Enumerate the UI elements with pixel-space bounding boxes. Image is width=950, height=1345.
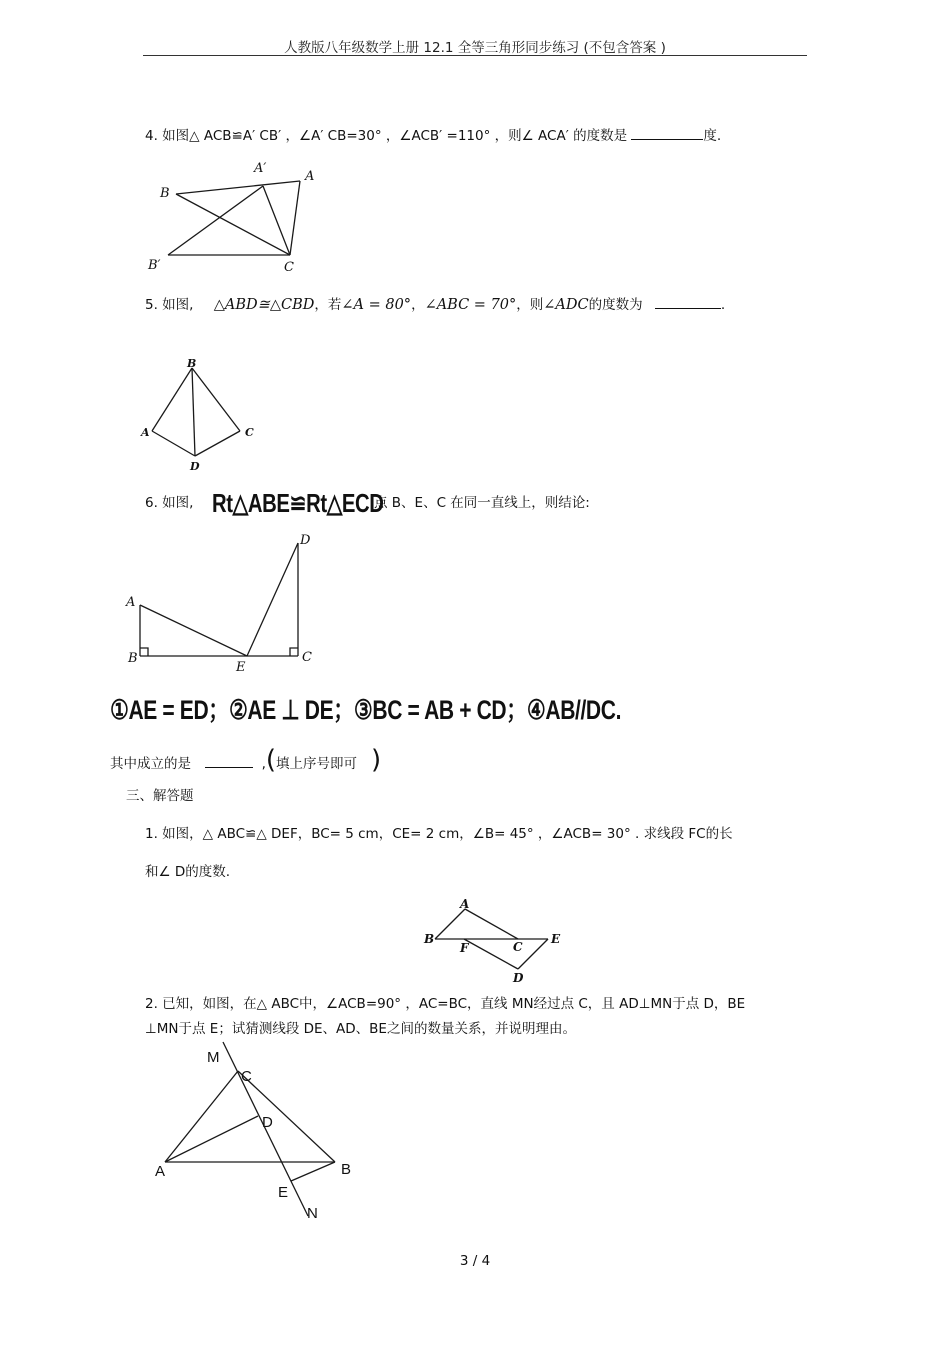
question-6-answer-line [110,745,381,776]
answer-blank-6[interactable] [205,755,253,768]
label-E: E [236,660,246,675]
segment-A1C [263,186,290,255]
segment-BC [176,194,290,255]
label-F: F [460,941,469,955]
segment-CA [165,1071,238,1162]
right-angle-C [290,648,298,656]
label-E: E [551,932,561,946]
question-6-text: 点 B、E、C 在同一直线上，则结论: [374,495,590,511]
question-4 [145,127,721,144]
question-5-text: ， [411,297,425,313]
formula-congruence: △ABD≅△CBD [213,297,315,313]
segment-AD [165,1116,258,1162]
question-5-text: ，若 [314,297,342,313]
question-4-text: 4. 如图△ ACB≌A′ CB′ ，∠A′ CB=30° ，∠ACB′ =110° ，则∠ ACA′ 的度数是 [145,128,628,144]
label-B: B [424,932,435,946]
label-A: A [305,169,315,184]
label-E: E [278,1184,289,1201]
formula-rt-congruence: Rt△ABE≌Rt△ECD [212,488,384,518]
section-heading: 三、解答题 [126,788,194,804]
segment-AC [465,909,518,939]
segment-CD [195,431,240,456]
question-4-suffix: 度. [703,128,722,144]
question-5-text: ，则 [516,297,544,313]
segment-BE [291,1162,335,1181]
page-number: 3 / 4 [459,1253,491,1269]
formula-angle-ABC: ∠ABC = 70° [424,297,517,313]
label-B: B [128,651,138,666]
label-C: C [513,940,523,954]
label-A: A [155,1163,166,1180]
figure-p2 [145,1040,375,1225]
segment-BD [192,368,195,456]
segment-BA [152,368,192,431]
segment-B1A1 [168,186,263,255]
label-D: D [190,460,200,473]
formula-angle-ADC: ∠ADC [543,297,589,313]
segment-AD [152,431,195,456]
comma: , [261,756,266,772]
label-D: D [513,971,524,985]
label-N: N [307,1205,318,1222]
segment-AB [435,909,465,939]
close-paren: ) [371,745,382,775]
label-B: B [187,357,197,370]
figure-q4 [140,155,340,275]
label-B: B [160,186,170,201]
label-D: D [300,533,311,548]
header-rule [143,55,807,56]
formula-angle-A: ∠A = 80° [341,297,412,313]
segment-AE [140,605,247,656]
open-paren: ( [265,745,277,775]
label-A: A [126,595,136,610]
problem-1-line-1: 1. 如图，△ ABC≌△ DEF，BC= 5 cm，CE= 2 cm，∠B= 45° ，∠ACB= 30° . 求线段 FC的长 [145,826,733,842]
label-A: A [460,897,470,911]
label-B: B [341,1161,352,1178]
segment-AC [290,181,300,255]
question-5-prefix: 5. 如图, [145,297,194,313]
question-5-suffix: 的度数为 [588,297,643,313]
answer-blank-4[interactable] [631,127,703,140]
question-5-end: . [720,297,726,313]
label-A-prime: A′ [254,161,267,176]
answer-prompt: 其中成立的是 [110,756,191,772]
answer-blank-5[interactable] [655,296,721,309]
problem-2-line-2: ⊥MN于点 E；试猜测线段 DE、AD、BE之间的数量关系，并说明理由。 [145,1021,576,1037]
segment-BA [176,181,300,194]
figure-p1 [420,895,570,990]
figure-q6 [120,528,330,678]
question-5 [145,296,725,314]
segment-BC [192,368,240,431]
label-D: D [262,1114,273,1131]
label-C: C [284,260,294,275]
right-angle-B [140,648,148,656]
label-C: C [241,1068,252,1085]
label-C: C [302,650,312,665]
question-6-prefix: 6. 如图, [145,495,194,511]
label-B-prime: B′ [148,258,161,273]
segment-CB [238,1071,335,1162]
label-C: C [245,426,254,439]
figure-q5 [138,356,268,476]
problem-2-line-1: 2. 已知，如图，在△ ABC中，∠ACB=90° ，AC=BC，直线 MN经过点 C，且 AD⊥MN于点 D，BE [145,996,746,1012]
segment-DF [464,939,518,969]
label-A: A [141,426,150,439]
question-6-conclusions: ①AE = ED；②AE ⊥ DE；③BC = AB + CD；④AB//DC. [110,695,622,725]
label-M: M [207,1049,220,1066]
answer-note: 填上序号即可 [276,756,358,772]
page-header: 人教版八年级数学上册 12.1 全等三角形同步练习 (不包含答案 ) [284,40,666,56]
segment-ED [247,543,298,656]
problem-1-line-2: 和∠ D的度数. [145,864,231,880]
